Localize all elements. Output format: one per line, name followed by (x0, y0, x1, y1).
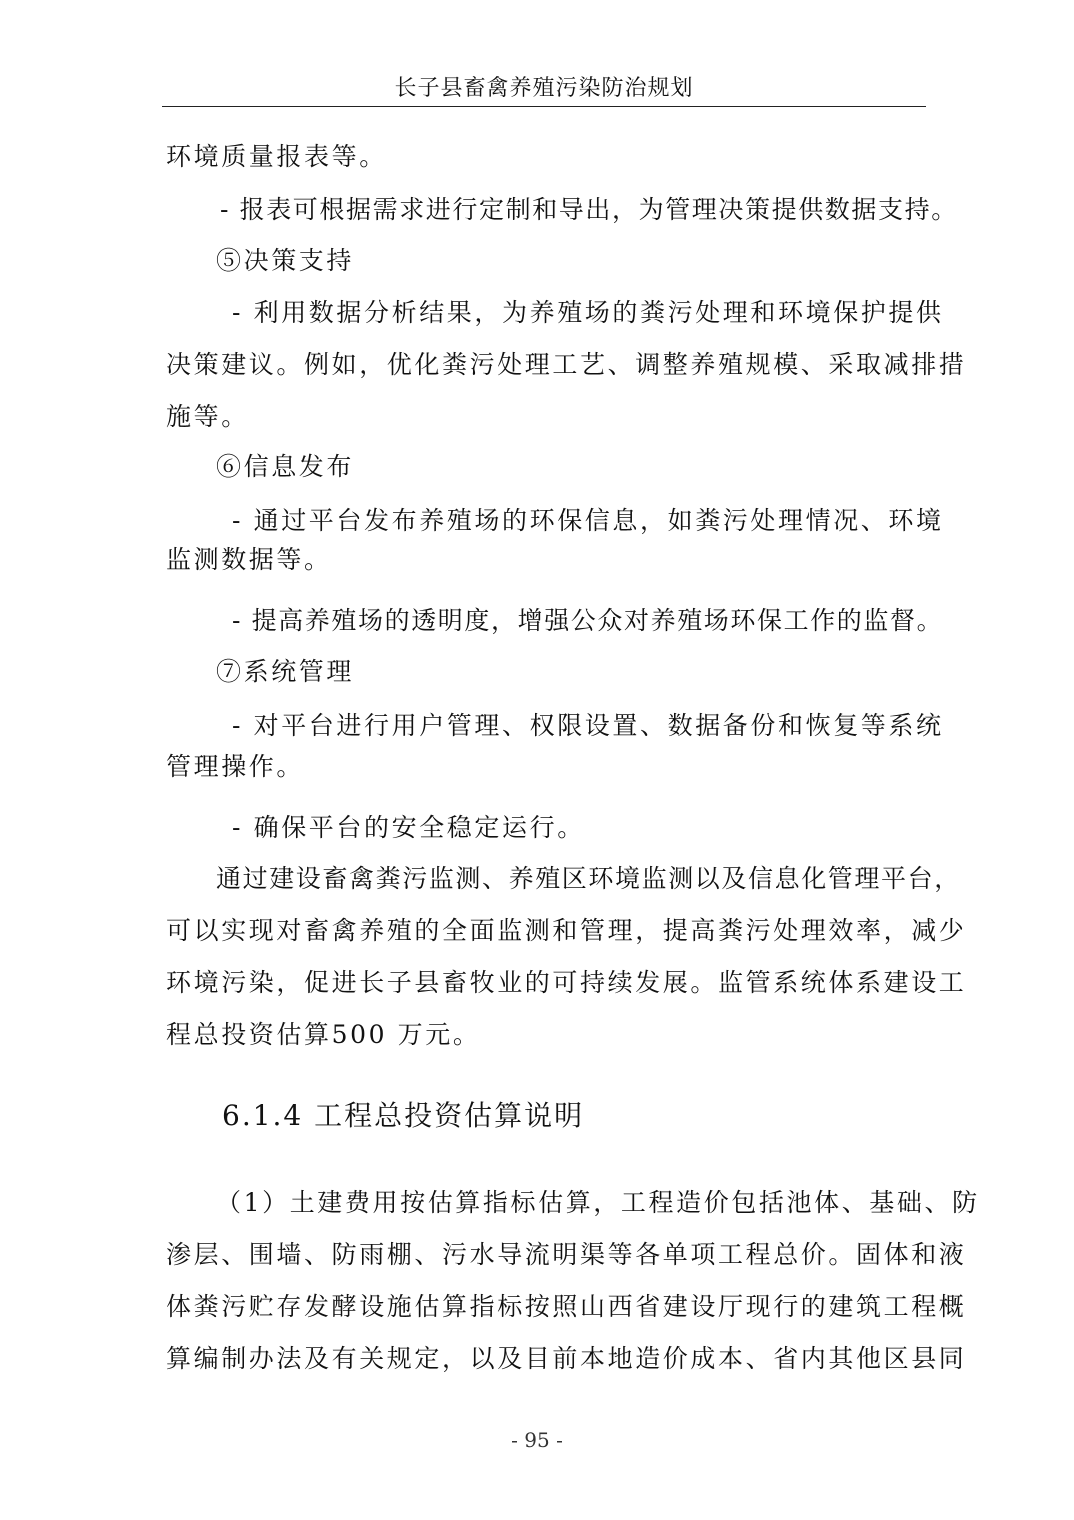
text-line: 监测数据等。 (166, 545, 332, 574)
text-line: 管理操作。 (166, 752, 305, 781)
paragraph-line: 可以实现对畜禽养殖的全面监测和管理，提高粪污处理效率，减少 (166, 916, 967, 945)
page-header (162, 72, 926, 107)
text-line: 决策建议。例如，优化粪污处理工艺、调整养殖规模、采取减排措 (166, 350, 967, 379)
bullet-line: - 报表可根据需求进行定制和导出，为管理决策提供数据支持。 (220, 195, 958, 224)
paragraph-line: 环境污染，促进长子县畜牧业的可持续发展。监管系统体系建设工 (166, 968, 967, 997)
subheading-info-release: ⑥信息发布 (216, 452, 355, 481)
document-title: 长子县畜禽养殖污染防治规划 (394, 76, 694, 101)
text-line: 环境质量报表等。 (166, 142, 387, 171)
text-line: 施等。 (166, 402, 249, 431)
bullet-line: - 确保平台的安全稳定运行。 (232, 813, 585, 842)
subheading-decision-support: ⑤决策支持 (216, 246, 355, 275)
paragraph-line: 体粪污贮存发酵设施估算指标按照山西省建设厅现行的建筑工程概 (166, 1292, 967, 1321)
bullet-line: - 提高养殖场的透明度，增强公众对养殖场环保工作的监督。 (232, 606, 944, 635)
subheading-system-management: ⑦系统管理 (216, 657, 355, 686)
page-number: - 95 - (511, 1428, 563, 1452)
section-heading: 6.1.4 工程总投资估算说明 (222, 1099, 585, 1132)
bullet-line: - 通过平台发布养殖场的环保信息，如粪污处理情况、环境 (232, 506, 944, 535)
paragraph-line: 通过建设畜禽粪污监测、养殖区环境监测以及信息化管理平台， (216, 864, 961, 893)
paragraph-line: 算编制办法及有关规定，以及目前本地造价成本、省内其他区县同 (166, 1344, 967, 1373)
paragraph-line: 程总投资估算500 万元。 (166, 1020, 481, 1049)
paragraph-line: （1）土建费用按估算指标估算，工程造价包括池体、基础、防 (216, 1188, 980, 1217)
bullet-line: - 对平台进行用户管理、权限设置、数据备份和恢复等系统 (232, 711, 944, 740)
bullet-line: - 利用数据分析结果，为养殖场的粪污处理和环境保护提供 (232, 298, 944, 327)
paragraph-line: 渗层、围墙、防雨棚、污水导流明渠等各单项工程总价。固体和液 (166, 1240, 967, 1269)
